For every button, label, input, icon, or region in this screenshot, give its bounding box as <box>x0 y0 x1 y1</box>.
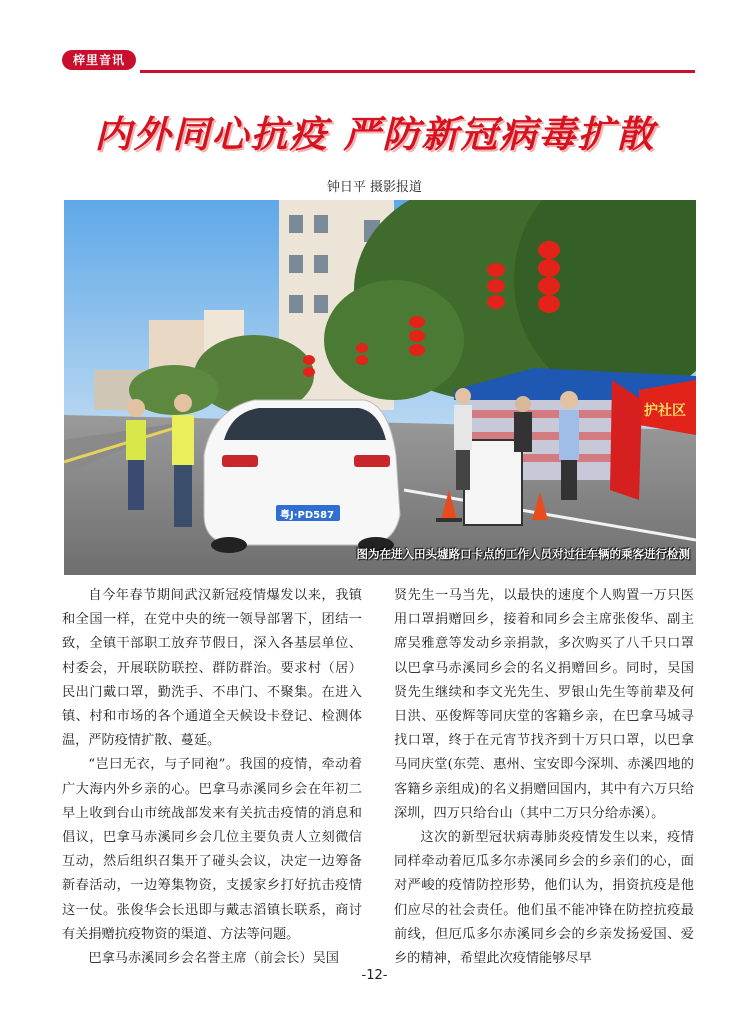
paragraph: 这次的新型冠状病毒肺炎疫情发生以来，疫情同样牵动着厄瓜多尔赤溪同乡会的乡亲们的心，面对严峻的疫情防控形势，他们认为，捐资抗疫是他们应尽的社会责任。他们虽不能冲锋在防控抗疫最前线，但厄瓜多尔赤溪同乡会的乡亲发扬爱国、爱乡的精神，希望此次疫情能够尽早 <box>394 830 694 967</box>
page-number: -12- <box>361 968 388 983</box>
article-column-left <box>62 584 362 971</box>
article-photo <box>64 200 696 575</box>
photo-caption: 图为在进入田头墟路口卡点的工作人员对过往车辆的乘客进行检测 <box>356 547 690 561</box>
article-title: 内外同心抗疫 严防新冠病毒扩散 <box>94 113 656 156</box>
header-rule <box>140 70 695 73</box>
section-tag: 梓里音讯 <box>62 50 136 70</box>
article-column-right <box>394 584 694 971</box>
license-plate: 粤J·PD587 <box>280 510 335 521</box>
banner-text: 护社区 <box>644 403 686 419</box>
paragraph: “岂曰无衣，与子同袍”。我国的疫情，牵动着广大海内外乡亲的心。巴拿马赤溪同乡会在年初二早上收到台山市统战部发来有关抗击疫情的消息和倡议，巴拿马赤溪同乡会几位主要负责人立刻微信互动，然后组织召集开了碰头会议，决定一边筹备新春活动，一边筹集物资，支援家乡打好抗击疫情这一仗。张俊华会长迅即与戴志滔镇长联系，商讨有关捐赠抗疫物资的渠道、方法等问题。 <box>62 757 362 942</box>
paragraph: 自今年春节期间武汉新冠疫情爆发以来，我镇和全国一样，在党中央的统一领导部署下，团结一致，全镇干部职工放弃节假日，深入各基层单位、村委会，开展联防联控、群防群治。要求村（居）民出门戴口罩，勤洗手、不串门、不聚集。在进入镇、村和市场的各个通道全天候设卡登记、检测体温，严防疫情扩散、蔓延。 <box>62 588 362 749</box>
paragraph: 巴拿马赤溪同乡会名誉主席（前会长）吴国 <box>88 951 339 967</box>
paragraph-continued: 贤先生一马当先，以最快的速度个人购置一万只医用口罩捐赠回乡，接着和同乡会主席张俊华、副主席吴雅意等发动乡亲捐款，多次购买了八千只口罩以巴拿马赤溪同乡会的名义捐赠回乡。同时，吴国贤先生继续和李文光先生、罗银山先生等前辈及何日洪、巫俊辉等同庆堂的客籍乡亲，在巴拿马城寻找口罩，终于在元宵节找齐到十万只口罩，以巴拿马同庆堂(东莞、惠州、宝安即今深圳、赤溪四地的客籍乡亲组成)的名义捐赠回国内，其中有六万只给深圳，四万只给台山（其中二万只分给赤溪）。 <box>394 588 694 821</box>
byline: 钟日平 摄影报道 <box>326 180 423 195</box>
